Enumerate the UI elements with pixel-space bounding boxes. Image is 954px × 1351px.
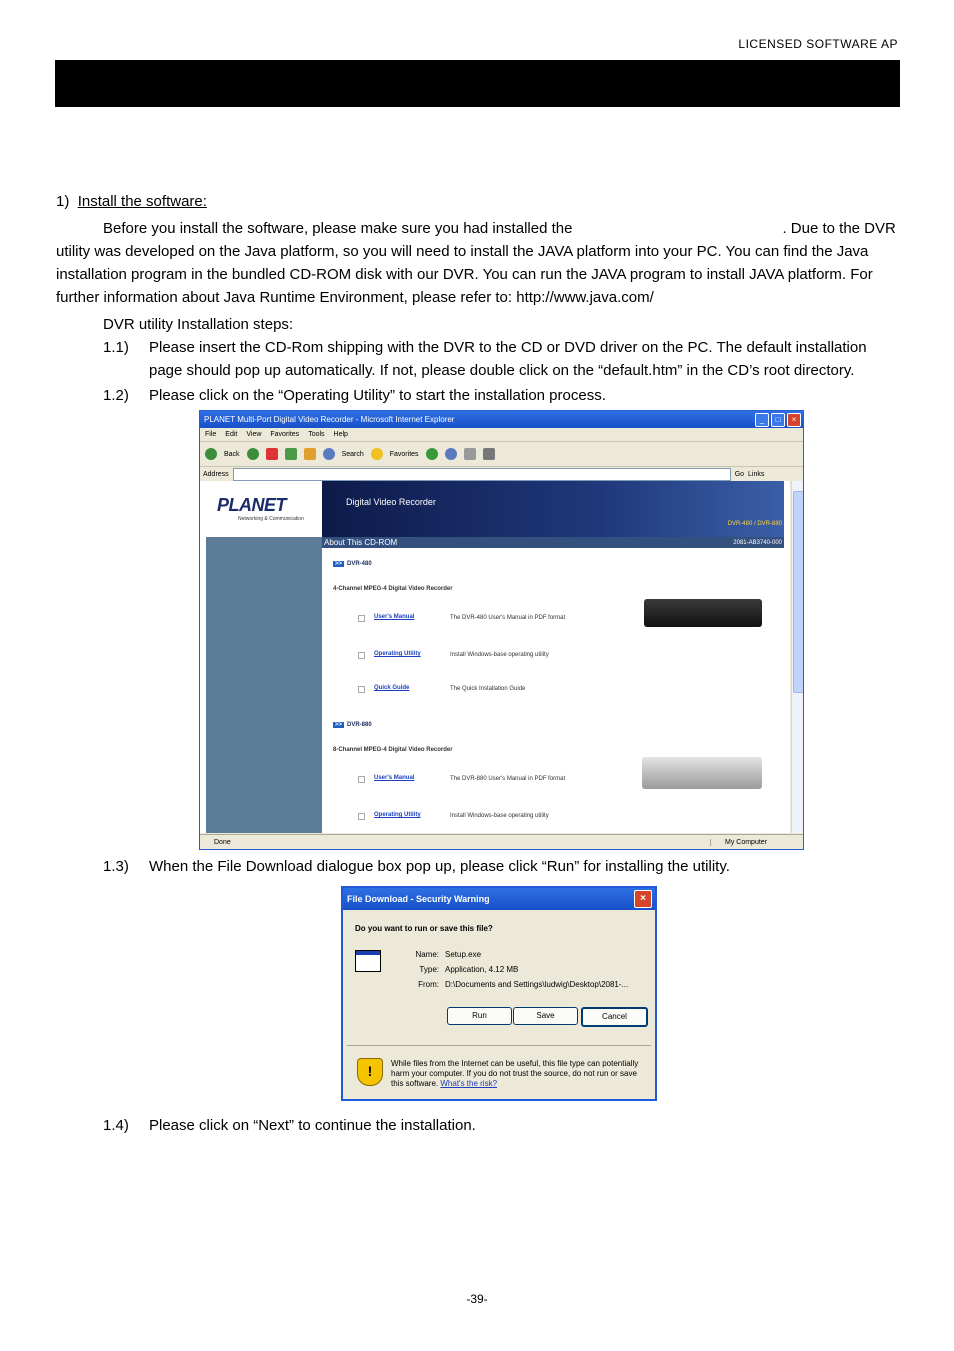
- arrow-icon: >>: [335, 561, 343, 567]
- page-banner: [322, 481, 784, 537]
- link-desc: The Quick Installation Guide: [450, 686, 526, 692]
- dialog-question: Do you want to run or save this file?: [355, 924, 493, 933]
- section-label: [56, 190, 207, 213]
- warning-text: While files from the Internet can be useful, this file type can potentially harm your computer. If you do not trust the source, do not run or save this software.: [391, 1059, 639, 1088]
- ie-menu-bar: [200, 428, 803, 442]
- search-label: Search: [341, 450, 364, 458]
- dialog-title-bar: [343, 888, 655, 910]
- link-row: [358, 614, 600, 622]
- chapter-title-bar: [55, 60, 900, 107]
- quick-guide-link[interactable]: Quick Guide: [374, 685, 410, 691]
- link-desc: The DVR-880 User's Manual in PDF format: [450, 776, 566, 782]
- running-header: LICENSED SOFTWARE AP: [738, 37, 898, 51]
- print-icon[interactable]: [483, 448, 495, 460]
- maximize-icon[interactable]: □: [771, 413, 785, 427]
- users-manual-link[interactable]: User's Manual: [374, 775, 415, 781]
- bullet-icon: [358, 686, 365, 693]
- links-label: Links: [748, 471, 765, 478]
- link-row: [358, 651, 600, 659]
- home-icon[interactable]: [304, 448, 316, 460]
- banner-model: DVR-480 / DVR-880: [727, 521, 782, 527]
- link-row: [358, 812, 600, 820]
- ie-page-content: [200, 481, 790, 833]
- run-label: Run: [472, 1011, 487, 1020]
- status-text: Done: [214, 838, 231, 846]
- ie-status-bar: [200, 834, 803, 849]
- file-name-row: [403, 950, 481, 959]
- users-manual-link[interactable]: User's Manual: [374, 614, 415, 620]
- minimize-icon[interactable]: _: [755, 413, 769, 427]
- ie-title: PLANET Multi-Port Digital Video Recorder - Microsoft Internet Explorer: [204, 415, 455, 424]
- ie-window-screenshot: [199, 410, 804, 850]
- link-desc: Install Windows-base operating utility: [450, 652, 549, 658]
- history-icon[interactable]: [445, 448, 457, 460]
- operating-utility-link[interactable]: Operating Utility: [374, 651, 421, 657]
- save-label: Save: [536, 1011, 555, 1020]
- about-title: About This CD-ROM: [324, 538, 398, 547]
- name-value: Setup.exe: [445, 950, 482, 959]
- link-desc: Install Windows-base operating utility: [450, 813, 549, 819]
- planet-logo: PLANET: [217, 495, 286, 515]
- section-title-dvr480: 4-Channel MPEG-4 Digital Video Recorder: [333, 586, 453, 592]
- close-icon[interactable]: ×: [634, 890, 652, 908]
- about-code: 2081-AB3740-000: [733, 539, 782, 546]
- address-label: Address: [203, 471, 229, 478]
- vertical-scrollbar[interactable]: [791, 481, 803, 833]
- warning-shield-icon: !: [357, 1058, 383, 1086]
- media-icon[interactable]: [426, 448, 438, 460]
- step-number: 1.2): [103, 387, 129, 404]
- step-text: Please click on the “Operating Utility” to start the installation process.: [149, 387, 606, 404]
- mail-icon[interactable]: [464, 448, 476, 460]
- name-label: Name:: [415, 950, 439, 959]
- step-1-2: [103, 384, 903, 407]
- section-number: 1): [56, 193, 70, 210]
- address-input[interactable]: [233, 468, 731, 481]
- save-button[interactable]: [513, 1007, 578, 1025]
- run-button[interactable]: [447, 1007, 512, 1025]
- step-number: 1.3): [103, 858, 129, 875]
- logo-subtitle: Networking & Communication: [238, 516, 304, 522]
- link-row: [358, 685, 600, 693]
- dvr880-product-image: [642, 757, 762, 789]
- bullet-icon: [358, 813, 365, 820]
- dialog-title: File Download - Security Warning: [347, 894, 490, 904]
- favorites-label: Favorites: [389, 450, 419, 458]
- type-label: Type:: [419, 965, 439, 974]
- cancel-label: Cancel: [602, 1012, 627, 1021]
- tag-label: DVR-880: [347, 722, 372, 728]
- page-number: -39-: [466, 1292, 488, 1306]
- menu-help[interactable]: Help: [333, 431, 348, 438]
- section-title: Install the software:: [77, 193, 207, 210]
- refresh-icon[interactable]: [285, 448, 297, 460]
- ie-title-bar: [200, 411, 803, 428]
- section-title-dvr880: 8-Channel MPEG-4 Digital Video Recorder: [333, 747, 453, 753]
- menu-edit[interactable]: Edit: [225, 431, 238, 438]
- step-number: 1.1): [103, 339, 129, 356]
- page-sidebar: [206, 537, 322, 833]
- steps-intro: DVR utility Installation steps:: [103, 316, 294, 333]
- intro-text-a: Before you install the software, please make sure you had installed the: [103, 220, 573, 237]
- cancel-button[interactable]: [581, 1007, 648, 1027]
- step-1-4: [103, 1114, 903, 1137]
- dialog-divider: [347, 1045, 651, 1046]
- application-icon: [355, 950, 381, 972]
- warning-text-block: [391, 1059, 647, 1089]
- type-value: Application, 4.12 MB: [445, 965, 519, 974]
- section-tag-dvr480: [333, 561, 372, 567]
- search-icon[interactable]: [323, 448, 335, 460]
- banner-title: Digital Video Recorder: [346, 497, 436, 507]
- file-download-dialog: [341, 886, 657, 1101]
- close-icon[interactable]: ×: [787, 413, 801, 427]
- about-bar: [322, 537, 784, 548]
- step-1-3: [103, 855, 903, 878]
- menu-file[interactable]: File: [205, 431, 217, 438]
- tag-label: DVR-480: [347, 561, 372, 567]
- zone-text: My Computer: [710, 839, 803, 846]
- scrollbar-thumb[interactable]: [793, 491, 804, 693]
- step-text: When the File Download dialogue box pop up, please click “Run” for installing the utility.: [149, 858, 730, 875]
- back-icon[interactable]: [205, 448, 217, 460]
- step-text: Please insert the CD-Rom shipping with the DVR to the CD or DVD driver on the PC. The default installation page should pop up automatically. If not, please double click on the “default.htm” in the CD’s root directory.: [149, 339, 867, 379]
- arrow-icon: >>: [335, 722, 343, 728]
- operating-utility-link[interactable]: Operating Utility: [374, 812, 421, 818]
- link-desc: The DVR-480 User's Manual in PDF format: [450, 615, 566, 621]
- file-type-row: [403, 965, 518, 974]
- from-label: From:: [418, 980, 439, 989]
- forward-icon[interactable]: [247, 448, 259, 460]
- stop-icon[interactable]: [266, 448, 278, 460]
- menu-view[interactable]: View: [246, 431, 262, 438]
- file-from-row: [403, 980, 628, 989]
- menu-favorites[interactable]: Favorites: [270, 431, 300, 438]
- ie-toolbar: [200, 442, 803, 467]
- back-label: Back: [224, 450, 240, 458]
- logo-area: [200, 481, 322, 537]
- from-value: D:\Documents and Settings\ludwig\Desktop\2081-...: [445, 980, 629, 989]
- favorites-icon[interactable]: [371, 448, 383, 460]
- menu-tools[interactable]: Tools: [308, 431, 325, 438]
- intro-text-b: . Due to the DVR utility was developed on the Java platform, so you will need to install the JAVA platform into your PC. You can find the Java installation program in the bundled CD-ROM disk with our DVR. You can run the JAVA program to install JAVA platform. For further information about Java Runtime Environment, please refer to: http://www.java.com/: [56, 220, 896, 306]
- bullet-icon: [358, 776, 365, 783]
- step-number: 1.4): [103, 1117, 129, 1134]
- intro-paragraph: [56, 217, 906, 309]
- bullet-icon: [358, 615, 365, 622]
- risk-link[interactable]: What's the risk?: [440, 1079, 498, 1088]
- link-row: [358, 775, 600, 783]
- go-button[interactable]: Go: [734, 471, 745, 478]
- step-text: Please click on “Next” to continue the installation.: [149, 1117, 476, 1134]
- bullet-icon: [358, 652, 365, 659]
- dvr480-product-image: [644, 599, 762, 627]
- step-1-1: [103, 336, 903, 382]
- section-tag-dvr880: [333, 722, 372, 728]
